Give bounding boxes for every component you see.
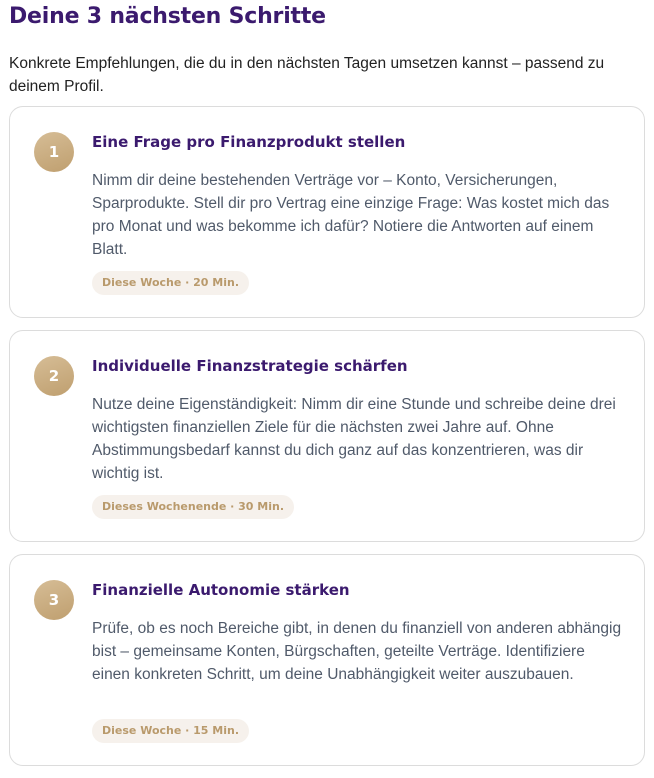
step-number-badge: 1 (34, 132, 74, 172)
step-card-3 (9, 554, 645, 766)
time-estimate-badge: Diese Woche · 20 Min. (92, 271, 249, 295)
step-number-badge: 3 (34, 580, 74, 620)
step-description: Nimm dir deine bestehenden Verträge vor – Konto, Versicherungen, Sparprodukte. Stell dir pro Vertrag eine einzige Frage: Was kostet mich das pro Monat und was bekomme ich dafür? Notiere die Antworten auf einem Blatt. (92, 172, 610, 258)
step-number-badge: 2 (34, 356, 74, 396)
step-card-1 (9, 106, 645, 318)
step-description: Nutze deine Eigenständigkeit: Nimm dir eine Stunde und schreibe deine drei wichtigsten finanziellen Ziele für die nächsten zwei Jahre auf. Ohne Abstimmungsbedarf kannst du dich ganz auf das konzentrieren, was dir wichtig ist. (92, 396, 616, 482)
page-title: Deine 3 nächsten Schritte (9, 4, 326, 29)
time-estimate-badge: Diese Woche · 15 Min. (92, 719, 249, 743)
intro-text: Konkrete Empfehlungen, die du in den nächsten Tagen umsetzen kannst – passend zu deinem Profil. (9, 55, 605, 95)
step-title: Individuelle Finanzstrategie schärfen (92, 357, 408, 375)
steps-list (9, 106, 645, 766)
step-card-2 (9, 330, 645, 542)
time-estimate-badge: Dieses Wochenende · 30 Min. (92, 495, 294, 519)
step-description: Prüfe, ob es noch Bereiche gibt, in denen du finanziell von anderen abhängig bist – gemeinsame Konten, Bürgschaften, geteilte Verträge. Identifiziere einen konkreten Schritt, um deine Unabhängigkeit weiter auszubauen. (92, 620, 622, 683)
step-title: Finanzielle Autonomie stärken (92, 581, 350, 599)
step-title: Eine Frage pro Finanzprodukt stellen (92, 133, 406, 151)
